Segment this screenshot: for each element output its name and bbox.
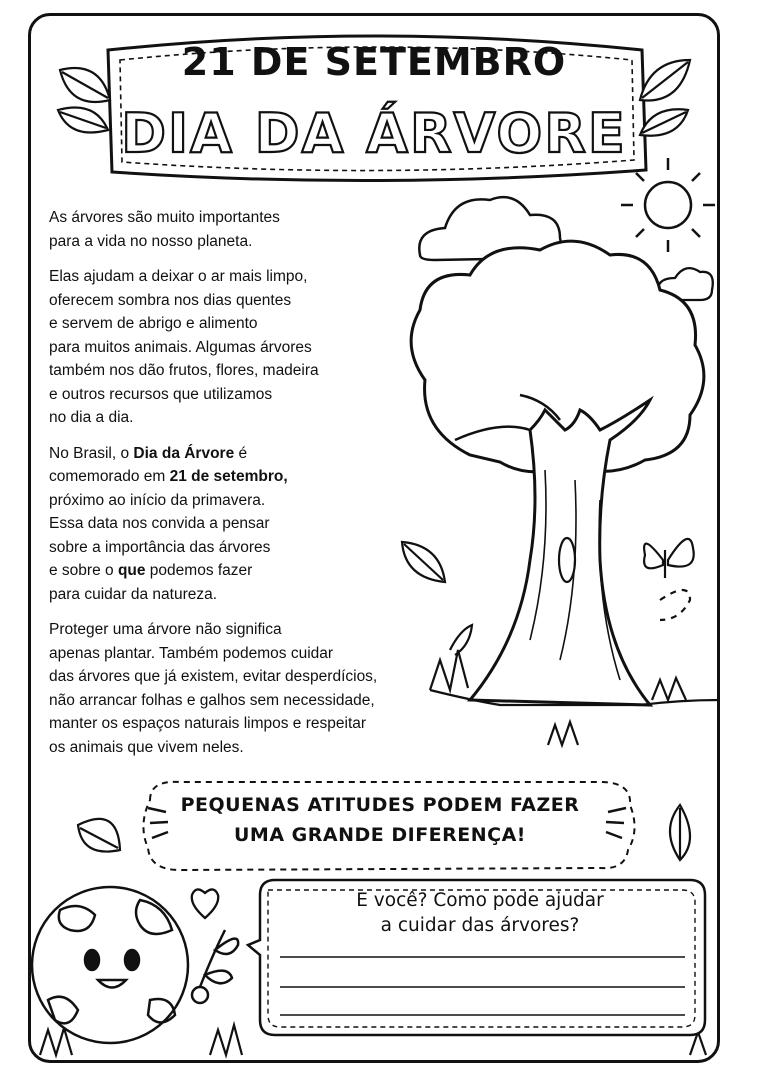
- text-line: No Brasil, o Dia da Árvore é: [49, 444, 248, 462]
- text-line: oferecem sombra nos dias quentes: [49, 291, 292, 309]
- butterfly-icon: [644, 539, 694, 620]
- text-line: e servem de abrigo e alimento: [49, 315, 258, 332]
- paragraph-4: [49, 618, 449, 759]
- text-line: Elas ajudam a deixar o ar mais limpo,: [49, 268, 308, 285]
- text-line: manter os espaços naturais limpos e respeitar: [49, 715, 367, 732]
- question-line: a cuidar das árvores?: [380, 915, 580, 936]
- leaf-icon: [640, 60, 690, 136]
- slogan-line: UMA GRANDE DIFERENÇA!: [234, 824, 526, 846]
- text-line: Proteger uma árvore não significa: [49, 621, 282, 638]
- paragraph-3: [49, 442, 449, 607]
- text-line: sobre a importância das árvores: [49, 538, 271, 556]
- text-line: das árvores que já existem, evitar desperdícios,: [49, 668, 378, 685]
- date-heading: 21 DE SETEMBRO: [181, 40, 567, 84]
- slogan: [130, 790, 630, 850]
- text-line: os animais que vivem neles.: [49, 738, 244, 756]
- text-line: não arrancar folhas e galhos sem necessidade,: [49, 691, 375, 709]
- text-line: comemorado em 21 de setembro,: [49, 468, 288, 485]
- sun-icon: [621, 158, 715, 252]
- question-prompt: [270, 888, 690, 938]
- text-line: apenas plantar. Também podemos cuidar: [49, 644, 334, 662]
- text-line: próximo ao início da primavera.: [49, 491, 266, 509]
- tree-illustration: [411, 241, 720, 705]
- text-line: para a vida no nosso planeta.: [49, 232, 253, 250]
- text-line: Essa data nos convida a pensar: [49, 515, 270, 532]
- text-line: para cuidar da natureza.: [49, 585, 218, 603]
- main-title: DIA DA ÁRVORE: [121, 102, 627, 165]
- text-line: no dia a dia.: [49, 409, 134, 426]
- body-text: [49, 206, 449, 771]
- paragraph-2: [49, 265, 449, 430]
- text-line: também nos dão frutos, flores, madeira: [49, 362, 319, 379]
- text-line: As árvores são muito importantes: [49, 209, 280, 226]
- heart-icon: [192, 889, 218, 918]
- text-line: e outros recursos que utilizamos: [49, 385, 273, 403]
- leaf-icon: [58, 68, 110, 133]
- question-line: E você? Como pode ajudar: [356, 890, 604, 911]
- text-line: e sobre o que podemos fazer: [49, 562, 253, 579]
- text-line: para muitos animais. Algumas árvores: [49, 338, 312, 356]
- paragraph-1: [49, 206, 449, 253]
- slogan-line: PEQUENAS ATITUDES PODEM FAZER: [180, 794, 580, 816]
